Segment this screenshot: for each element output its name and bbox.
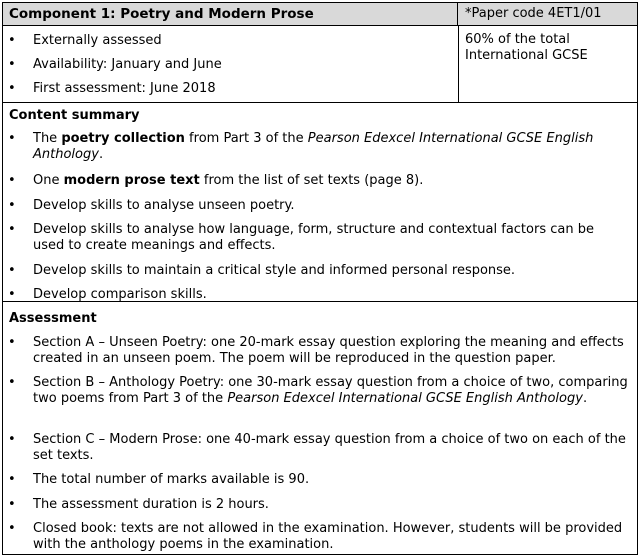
bullet-icon: •: [8, 263, 16, 278]
bullet-icon: •: [8, 33, 16, 48]
bullet-icon: •: [8, 432, 16, 447]
list-item: Develop skills to maintain a critical style and informed personal response.: [33, 263, 516, 278]
bullet-icon: •: [8, 81, 16, 96]
bullet-icon: •: [8, 198, 16, 213]
list-item: The assessment duration is 2 hours.: [33, 497, 269, 512]
bullet-icon: •: [8, 222, 16, 237]
info-item: First assessment: June 2018: [33, 81, 216, 96]
list-item: Section C – Modern Prose: one 40-mark essay question from a choice of two on each of the set texts.: [33, 432, 626, 463]
bullet-icon: •: [8, 287, 16, 302]
bullet-icon: •: [8, 335, 16, 350]
list-item: One modern prose text from the list of set texts (page 8).: [33, 173, 424, 188]
bullet-icon: •: [8, 472, 16, 487]
list-item: Section A – Unseen Poetry: one 20-mark essay question exploring the meaning and effects created in an unseen poem. The poem will be reproduced in the question paper.: [33, 335, 624, 366]
bullet-icon: •: [8, 497, 16, 512]
content-summary-section: [3, 103, 637, 302]
paper-code: *Paper code 4ET1/01: [465, 6, 602, 21]
component-table: [2, 2, 638, 555]
info-item: Externally assessed: [33, 33, 162, 48]
info-item: Availability: January and June: [33, 57, 222, 72]
component-title: Component 1: Poetry and Modern Prose: [3, 3, 458, 25]
list-item: The poetry collection from Part 3 of the Pearson Edexcel International GCSE English Anthology.: [33, 131, 594, 162]
info-row: [3, 26, 637, 103]
content-summary-title: Content summary: [9, 108, 140, 123]
weighting-text: 60% of the total International GCSE: [465, 32, 588, 63]
list-item: Develop comparison skills.: [33, 287, 207, 302]
bullet-icon: •: [8, 521, 16, 536]
assessment-title: Assessment: [9, 311, 97, 326]
assessment-section: [3, 302, 637, 554]
list-item: Develop skills to analyse how language, form, structure and contextual factors can be used to create meanings and effects.: [33, 222, 594, 253]
list-item: Section B – Anthology Poetry: one 30-mark essay question from a choice of two, comparing two poems from Part 3 of the Pearson Edexcel International GCSE English Anthology.: [33, 375, 628, 406]
bullet-icon: •: [8, 57, 16, 72]
list-item: Develop skills to analyse unseen poetry.: [33, 198, 295, 213]
bullet-icon: •: [8, 375, 16, 390]
bullet-icon: •: [8, 131, 16, 146]
info-list: [3, 26, 459, 102]
list-item: Closed book: texts are not allowed in the examination. However, students will be provided with the anthology poems in the examination.: [33, 521, 623, 552]
list-item: The total number of marks available is 90.: [33, 472, 310, 487]
bullet-icon: •: [8, 173, 16, 188]
table-header-row: [3, 3, 637, 26]
